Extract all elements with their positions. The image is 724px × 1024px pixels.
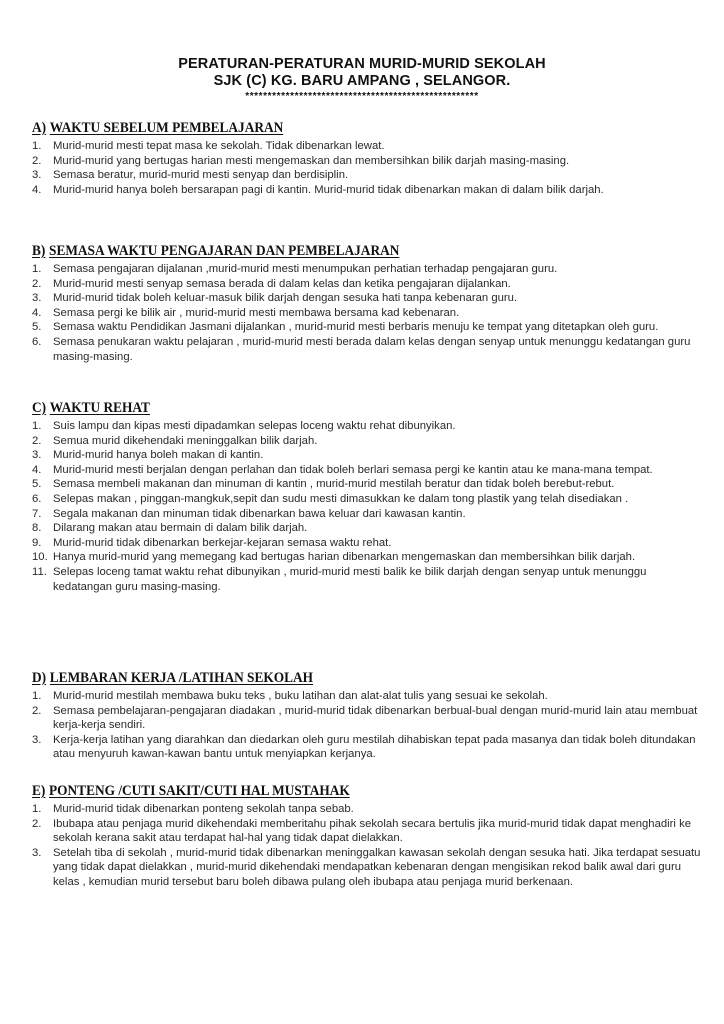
rule-item xyxy=(32,704,702,733)
rule-item xyxy=(32,463,702,478)
rule-item xyxy=(32,507,702,522)
rule-number: 3. xyxy=(32,733,42,746)
rule-item xyxy=(32,550,702,565)
rule-item xyxy=(32,448,702,463)
rule-number: 10. xyxy=(32,551,48,564)
rule-item xyxy=(32,492,702,507)
section-a xyxy=(32,120,702,197)
document-header xyxy=(0,56,724,103)
rule-text: Hanya murid-murid yang memegang kad bertugas harian dibenarkan mengemaskan dan membersihkan bilik darjah. xyxy=(53,551,636,564)
rule-text: Murid-murid mesti senyap semasa berada di dalam kelas dan ketika pengajaran dijalankan. xyxy=(53,277,511,290)
title-separator: **************************************************** xyxy=(245,91,479,102)
rule-list xyxy=(32,689,702,762)
rule-item xyxy=(32,419,702,434)
rule-item xyxy=(32,434,702,449)
rule-item xyxy=(32,320,702,335)
rule-text: Murid-murid yang bertugas harian mesti mengemaskan dan membersihkan bilik darjah masing-masing. xyxy=(53,154,570,167)
rule-number: 3. xyxy=(32,449,42,462)
section-letter: A) xyxy=(32,120,47,136)
rule-number: 3. xyxy=(32,292,42,305)
rule-text: Murid-murid hanya boleh bersarapan pagi di kantin. Murid-murid tidak dibenarkan makan di dalam bilik darjah. xyxy=(53,183,604,196)
rule-list xyxy=(32,139,702,197)
rule-item xyxy=(32,536,702,551)
rule-text: Semasa pembelajaran-pengajaran diadakan , murid-murid tidak dibenarkan berbual-bual dengan murid-murid lain atau membuat kerja-kerja sendiri. xyxy=(53,704,698,732)
rule-number: 2. xyxy=(32,154,42,167)
rule-text: Kerja-kerja latihan yang diarahkan dan diedarkan oleh guru mestilah dihabiskan tepat pada masanya dan tidak boleh ditundakan atau menyuruh kawan-kawan bantu untuk menyiapkan kerjanya. xyxy=(53,733,696,761)
rule-text: Semasa pengajaran dijalanan ,murid-murid mesti menumpukan perhatian terhadap pengajaran guru. xyxy=(53,263,558,275)
section-title: WAKTU REHAT xyxy=(49,400,150,416)
rule-number: 11. xyxy=(32,565,47,578)
rule-number: 7. xyxy=(32,507,42,520)
rule-number: 1. xyxy=(32,263,42,275)
rule-item xyxy=(32,291,702,306)
rule-text: Segala makanan dan minuman tidak dibenarkan bawa keluar dari kawasan kantin. xyxy=(53,507,466,520)
rule-number: 2. xyxy=(32,434,42,447)
rule-number: 3. xyxy=(32,169,42,182)
section-letter: B) xyxy=(32,243,46,259)
rule-text: Suis lampu dan kipas mesti dipadamkan selepas loceng waktu rehat dibunyikan. xyxy=(53,420,456,432)
section-heading xyxy=(32,120,648,137)
rule-number: 4. xyxy=(32,306,42,319)
section-letter: D) xyxy=(32,670,47,686)
section-title: LEMBARAN KERJA /LATIHAN SEKOLAH xyxy=(49,670,314,686)
rule-text: Murid-murid tidak dibenarkan ponteng sekolah tanpa sebab. xyxy=(53,803,354,815)
rule-text: Selepas makan , pinggan-mangkuk,sepit dan sudu mesti dimasukkan ke dalam tong plastik yang telah disediakan . xyxy=(53,492,629,505)
section-heading xyxy=(32,670,648,687)
rule-text: Murid-murid hanya boleh makan di kantin. xyxy=(53,449,264,462)
rule-text: Dilarang makan atau bermain di dalam bilik darjah. xyxy=(53,522,308,535)
rule-number: 5. xyxy=(32,321,42,334)
rule-number: 1. xyxy=(32,803,42,815)
rule-item xyxy=(32,306,702,321)
rule-text: Setelah tiba di sekolah , murid-murid tidak dibenarkan meninggalkan kawasan sekolah dengan sesuka hati. Jika terdapat sesuatu yang tidak dapat dielakkan , murid-murid dikehendaki mendapatkan kebenaran dengan mengisikan rekod balik awal dari guru kelas , kemudian murid tersebut baru boleh dibawa pulang oleh ibubapa atau penjaga murid berkenaan. xyxy=(53,846,701,888)
rule-number: 4. xyxy=(32,463,42,476)
section-title: SEMASA WAKTU PENGAJARAN DAN PEMBELAJARAN xyxy=(49,243,400,259)
rule-text: Murid-murid mesti tepat masa ke sekolah. Tidak dibenarkan lewat. xyxy=(53,140,385,152)
rule-list xyxy=(32,419,702,594)
rule-number: 8. xyxy=(32,522,42,535)
rule-item xyxy=(32,183,702,198)
rule-number: 2. xyxy=(32,817,42,830)
rule-number: 9. xyxy=(32,536,42,549)
rule-text: Murid-murid tidak dibenarkan berkejar-kejaran semasa waktu rehat. xyxy=(53,536,392,549)
rule-item xyxy=(32,817,702,846)
rule-text: Semasa membeli makanan dan minuman di kantin , murid-murid mestilah beratur dan tidak boleh berebut-rebut. xyxy=(53,478,615,491)
rule-item xyxy=(32,168,702,183)
rule-item xyxy=(32,846,702,890)
rule-item xyxy=(32,733,702,762)
title-line-1: PERATURAN-PERATURAN MURID-MURID SEKOLAH xyxy=(178,56,546,72)
section-heading xyxy=(32,400,648,417)
rule-text: Murid-murid mestilah membawa buku teks , buku latihan dan alat-alat tulis yang sesuai ke sekolah. xyxy=(53,690,548,702)
rule-item xyxy=(32,139,702,154)
rule-text: Semua murid dikehendaki meninggalkan bilik darjah. xyxy=(53,434,318,447)
section-heading xyxy=(32,243,648,260)
section-b xyxy=(32,243,702,364)
rule-text: Ibubapa atau penjaga murid dikehendaki memberitahu pihak sekolah secara bertulis jika murid-murid tidak dapat menghadiri ke sekolah kerana sakit atau terdapat hal-hal yang tidak dapat dielakkan. xyxy=(53,817,692,845)
rule-item xyxy=(32,277,702,292)
rule-text: Semasa pergi ke bilik air , murid-murid mesti membawa bersama kad kebenaran. xyxy=(53,306,460,319)
rule-number: 1. xyxy=(32,140,42,152)
section-e xyxy=(32,783,702,890)
rule-list xyxy=(32,262,702,364)
rule-text: Selepas loceng tamat waktu rehat dibunyikan , murid-murid mesti balik ke bilik darjah dengan senyap untuk menunggu kedatangan guru masing-masing. xyxy=(53,565,647,593)
rule-list xyxy=(32,802,702,890)
rule-text: Semasa beratur, murid-murid mesti senyap dan berdisiplin. xyxy=(53,169,349,182)
rule-number: 5. xyxy=(32,478,42,491)
rule-item xyxy=(32,477,702,492)
section-c xyxy=(32,400,702,594)
rule-number: 2. xyxy=(32,277,42,290)
rule-item xyxy=(32,335,702,364)
rule-item xyxy=(32,154,702,169)
rule-item xyxy=(32,565,702,594)
rule-number: 6. xyxy=(32,335,42,348)
rule-number: 6. xyxy=(32,492,42,505)
rule-text: Semasa waktu Pendidikan Jasmani dijalankan , murid-murid mesti berbaris menuju ke tempat yang ditetapkan oleh guru. xyxy=(53,321,659,334)
section-letter: C) xyxy=(32,400,47,416)
rule-number: 4. xyxy=(32,183,42,196)
rule-item xyxy=(32,262,702,277)
rule-number: 1. xyxy=(32,420,42,432)
rule-item xyxy=(32,689,702,704)
rule-text: Murid-murid tidak boleh keluar-masuk bilik darjah dengan sesuka hati tanpa kebenaran guru. xyxy=(53,292,518,305)
section-heading xyxy=(32,783,648,800)
rule-number: 3. xyxy=(32,846,42,859)
rule-item xyxy=(32,521,702,536)
section-letter: E) xyxy=(32,783,46,799)
rule-item xyxy=(32,802,702,817)
section-d xyxy=(32,670,702,762)
section-title: PONTENG /CUTI SAKIT/CUTI HAL MUSTAHAK xyxy=(49,783,350,799)
rule-text: Semasa penukaran waktu pelajaran , murid-murid mesti berada dalam kelas dengan senyap untuk menunggu kedatangan guru masing-masing. xyxy=(53,335,691,363)
rule-number: 2. xyxy=(32,704,42,717)
rule-number: 1. xyxy=(32,690,42,702)
title-line-2: SJK (C) KG. BARU AMPANG , SELANGOR. xyxy=(213,73,511,89)
rule-text: Murid-murid mesti berjalan dengan perlahan dan tidak boleh berlari semasa pergi ke kantin atau ke mana-mana tempat. xyxy=(53,463,653,476)
section-title: WAKTU SEBELUM PEMBELAJARAN xyxy=(49,120,284,136)
